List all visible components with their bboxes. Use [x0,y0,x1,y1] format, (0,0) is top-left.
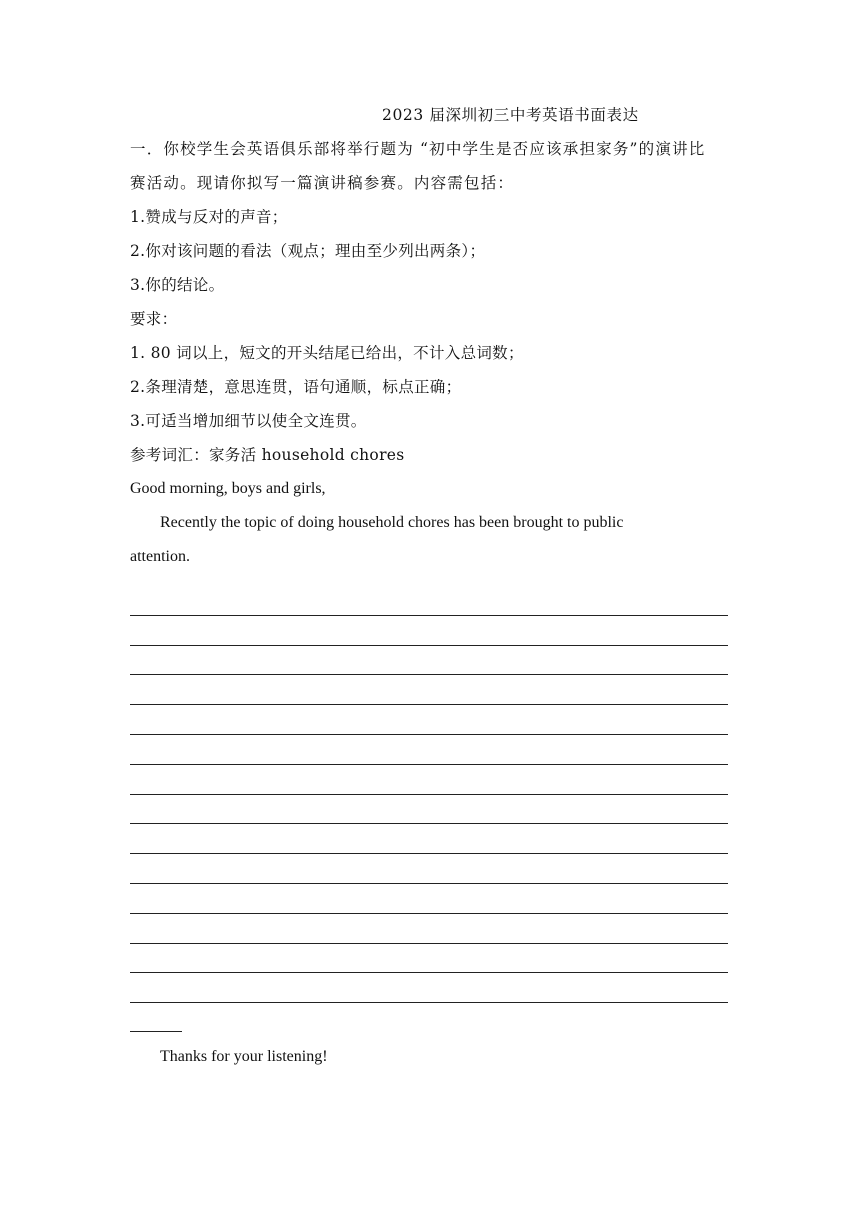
answer-line[interactable] [130,646,728,676]
greeting: Good morning, boys and girls, [130,480,326,497]
requirements-heading: 要求： [130,310,178,328]
content-item-3: 3.你的结论。 [130,276,225,294]
answer-line[interactable] [130,735,728,765]
answer-line[interactable] [130,914,728,944]
opening-line-2: attention. [130,548,190,565]
requirement-1: 1. 80 词以上，短文的开头结尾已给出，不计入总词数； [130,344,524,362]
answer-line[interactable] [130,944,728,974]
answer-line[interactable] [130,854,728,884]
document-title: 2023 届深圳初三中考英语书面表达 [382,106,639,124]
answer-line-end [130,1031,182,1032]
requirement-2: 2.条理清楚，意思连贯，语句通顺，标点正确； [130,378,462,396]
answer-line[interactable] [130,884,728,914]
answer-line[interactable] [130,973,728,1003]
opening-line-1: Recently the topic of doing household chores has been brought to public [160,514,624,531]
answer-line[interactable] [130,616,728,646]
answer-line[interactable] [130,795,728,825]
content-item-2: 2.你对该问题的看法（观点；理由至少列出两条）； [130,242,486,260]
answer-line[interactable] [130,765,728,795]
answer-line[interactable] [130,586,728,616]
content-item-1: 1.赞成与反对的声音； [130,208,288,226]
answer-lines[interactable] [130,586,730,1003]
prompt-line-2: 赛活动。现请你拟写一篇演讲稿参赛。内容需包括： [130,174,515,192]
requirement-3: 3.可适当增加细节以使全文连贯。 [130,412,367,430]
answer-line[interactable] [130,705,728,735]
prompt-line-1: 一．你校学生会英语俱乐部将举行题为 “初中学生是否应该承担家务”的演讲比 [130,140,706,158]
closing-line: Thanks for your listening! [160,1048,328,1066]
answer-line[interactable] [130,675,728,705]
reference-vocab: 参考词汇：家务活 household chores [130,446,405,464]
answer-line[interactable] [130,824,728,854]
document-content [130,98,730,1074]
